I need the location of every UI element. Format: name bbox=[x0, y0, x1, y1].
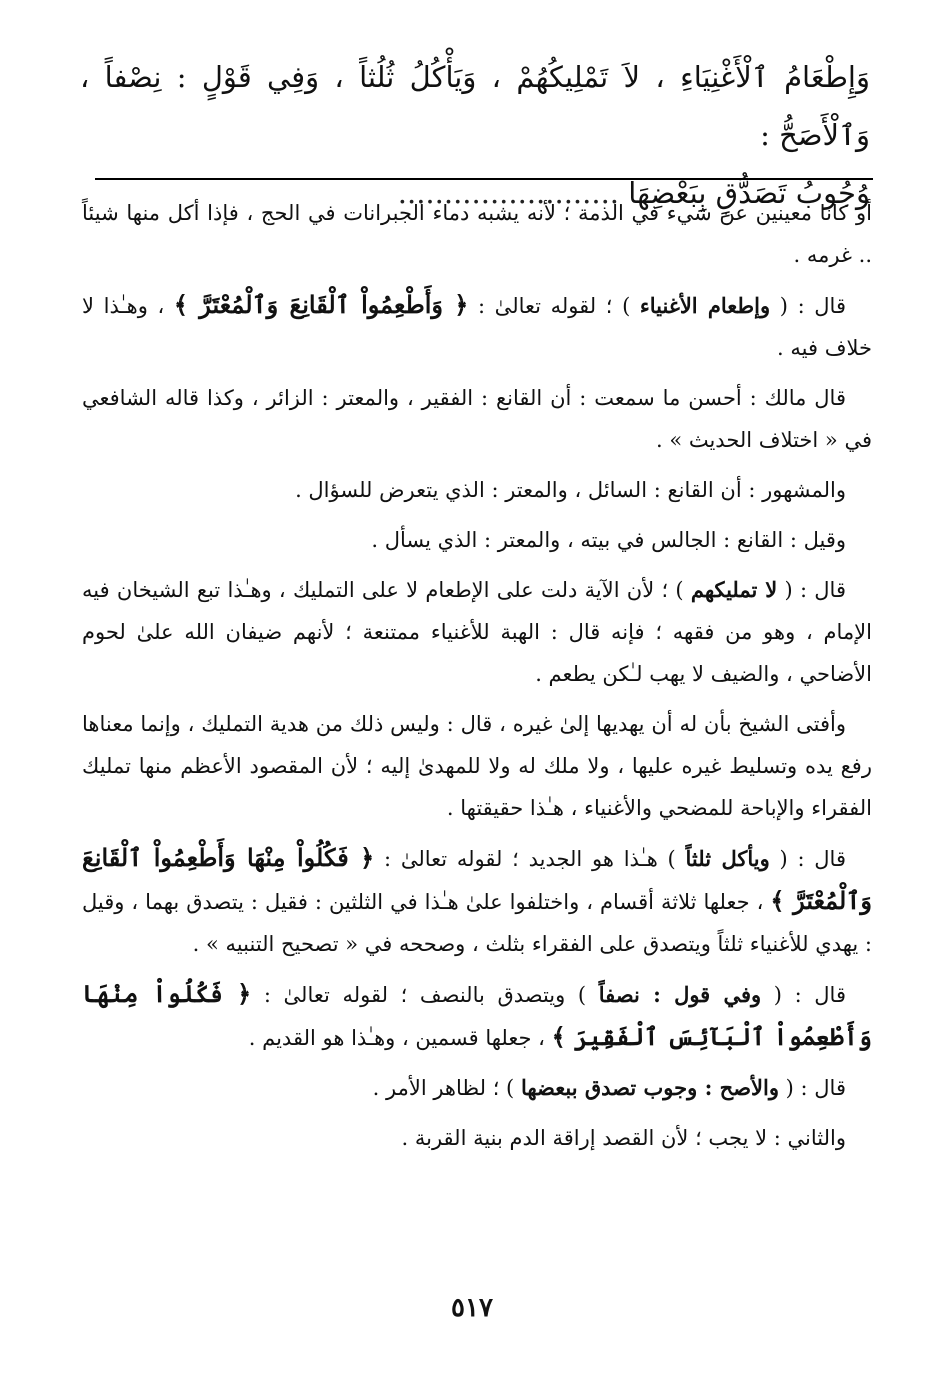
commentary-text bbox=[82, 192, 872, 1167]
paragraph-mid: ) ؛ لقوله تعالىٰ : bbox=[468, 294, 640, 318]
quoted-matn: وفي قول : نصفاً bbox=[598, 982, 762, 1007]
paragraph-5: وقيل : القانع : الجالس في بيته ، والمعتر : الذي يسأل . bbox=[371, 528, 846, 552]
paragraph-10 bbox=[82, 1067, 872, 1109]
paragraph-lead: قال : ( bbox=[777, 578, 846, 602]
quran-verse: ﴿ فَكُلُواْ مِنْهَا وَأَطْعِمُواْ ٱلْبَآئِسَ ٱلْفَقِيرَ ﴾ bbox=[82, 979, 872, 1051]
quoted-matn: والأصح : وجوب تصدق ببعضها bbox=[520, 1075, 779, 1100]
quran-verse: ﴿ فَكُلُواْ مِنْهَا وَأَطْعِمُواْ ٱلْقَانِعَ وَٱلْمُعْتَرَّ ﴾ bbox=[82, 843, 872, 915]
main-text-line-2: وُجُوبُ تَصَدُّقٍ بِبَعْضِهَا bbox=[628, 176, 870, 210]
quoted-matn: وإطعام الأغنياء bbox=[639, 293, 771, 318]
paragraph-tail: ، جعلها قسمين ، وهـٰذا هو القديم . bbox=[248, 1026, 552, 1050]
paragraph-7: وأفتى الشيخ بأن له أن يهديها إلىٰ غيره ، قال : وليس ذلك من هدية التمليك ، وإنما معناها رفع يده وتسليط غيره عليها ، ولا ملك له ولا للمهدىٰ إليه ؛ لأن المقصود الأعظم منها تمليك الفقراء والإباحة للمضحي والأغنياء ، هـٰذا حقيقتها . bbox=[82, 712, 872, 820]
paragraph-tail: ) ؛ لظاهر الأمر . bbox=[372, 1076, 521, 1100]
dotted-leader: ........................ bbox=[397, 176, 620, 210]
paragraph-lead: قال : ( bbox=[761, 983, 846, 1007]
paragraph-tail: ، وهـٰذا لا خلاف فيه . bbox=[82, 294, 872, 360]
paragraph-1: أو كانا معينين عن شيء في الذمة ؛ لأنه يشبه دماء الجبرانات في الحج ، فإذا أكل منها شيئاً .. غرمه . bbox=[82, 201, 872, 267]
paragraph-3: قال مالك : أحسن ما سمعت : أن القانع : الفقير ، والمعتر : الزائر ، وكذا قاله الشافعي في « اختلاف الحديث » . bbox=[82, 386, 872, 452]
paragraph-tail: ، جعلها ثلاثة أقسام ، واختلفوا علىٰ هـٰذا في الثلثين : فقيل : يتصدق بهما ، وقيل : يهدي للأغنياء ثلثاً ويتصدق على الفقراء بثلث ، وصححه في « تصحيح التنبيه » . bbox=[82, 890, 872, 956]
paragraph-8 bbox=[82, 837, 872, 965]
paragraph-6 bbox=[82, 569, 872, 695]
page-number: ٥١٧ bbox=[451, 1293, 493, 1323]
quoted-matn: ويأكل ثلثاً bbox=[685, 846, 770, 871]
main-text-line-1: وَإِطْعَامُ ٱلْأَغْنِيَاءِ ، لاَ تَمْلِيكُهُمْ ، وَيَأْكُلُ ثُلُثاً ، وَفِي قَوْلٍ : نِصْفاً ، وَٱلْأَصَحُّ : bbox=[80, 60, 870, 152]
paragraph-2 bbox=[82, 284, 872, 369]
paragraph-4: والمشهور : أن القانع : السائل ، والمعتر : الذي يتعرض للسؤال . bbox=[295, 478, 846, 502]
paragraph-lead: قال : ( bbox=[779, 1076, 846, 1100]
paragraph-11: والثاني : لا يجب ؛ لأن القصد إراقة الدم بنية القربة . bbox=[401, 1126, 846, 1150]
paragraph-9 bbox=[82, 973, 872, 1059]
paragraph-lead: قال : ( bbox=[769, 847, 846, 871]
paragraph-lead: قال : ( bbox=[770, 294, 846, 318]
main-text-line bbox=[80, 48, 870, 164]
paragraph-mid: ) ويتصدق بالنصف ؛ لقوله تعالىٰ : bbox=[251, 983, 599, 1007]
paragraph-mid: ) هـٰذا هو الجديد ؛ لقوله تعالىٰ : bbox=[374, 847, 686, 871]
separator-line bbox=[95, 178, 873, 180]
quran-verse: ﴿ وَأَطْعِمُواْ ٱلْقَانِعَ وَٱلْمُعْتَرَّ ﴾ bbox=[173, 290, 469, 319]
paragraph-tail: ) ؛ لأن الآية دلت على الإطعام لا على التمليك ، وهـٰذا تبع الشيخان فيه الإمام ، وهو من فقهه ؛ فإنه قال : الهبة للأغنياء ممتنعة ؛ لأنهم ضيفان الله علىٰ لحوم الأضاحي ، والضيف لا يهب لـٰكن يطعم . bbox=[82, 578, 872, 686]
quoted-matn: لا تمليكهم bbox=[690, 577, 778, 602]
